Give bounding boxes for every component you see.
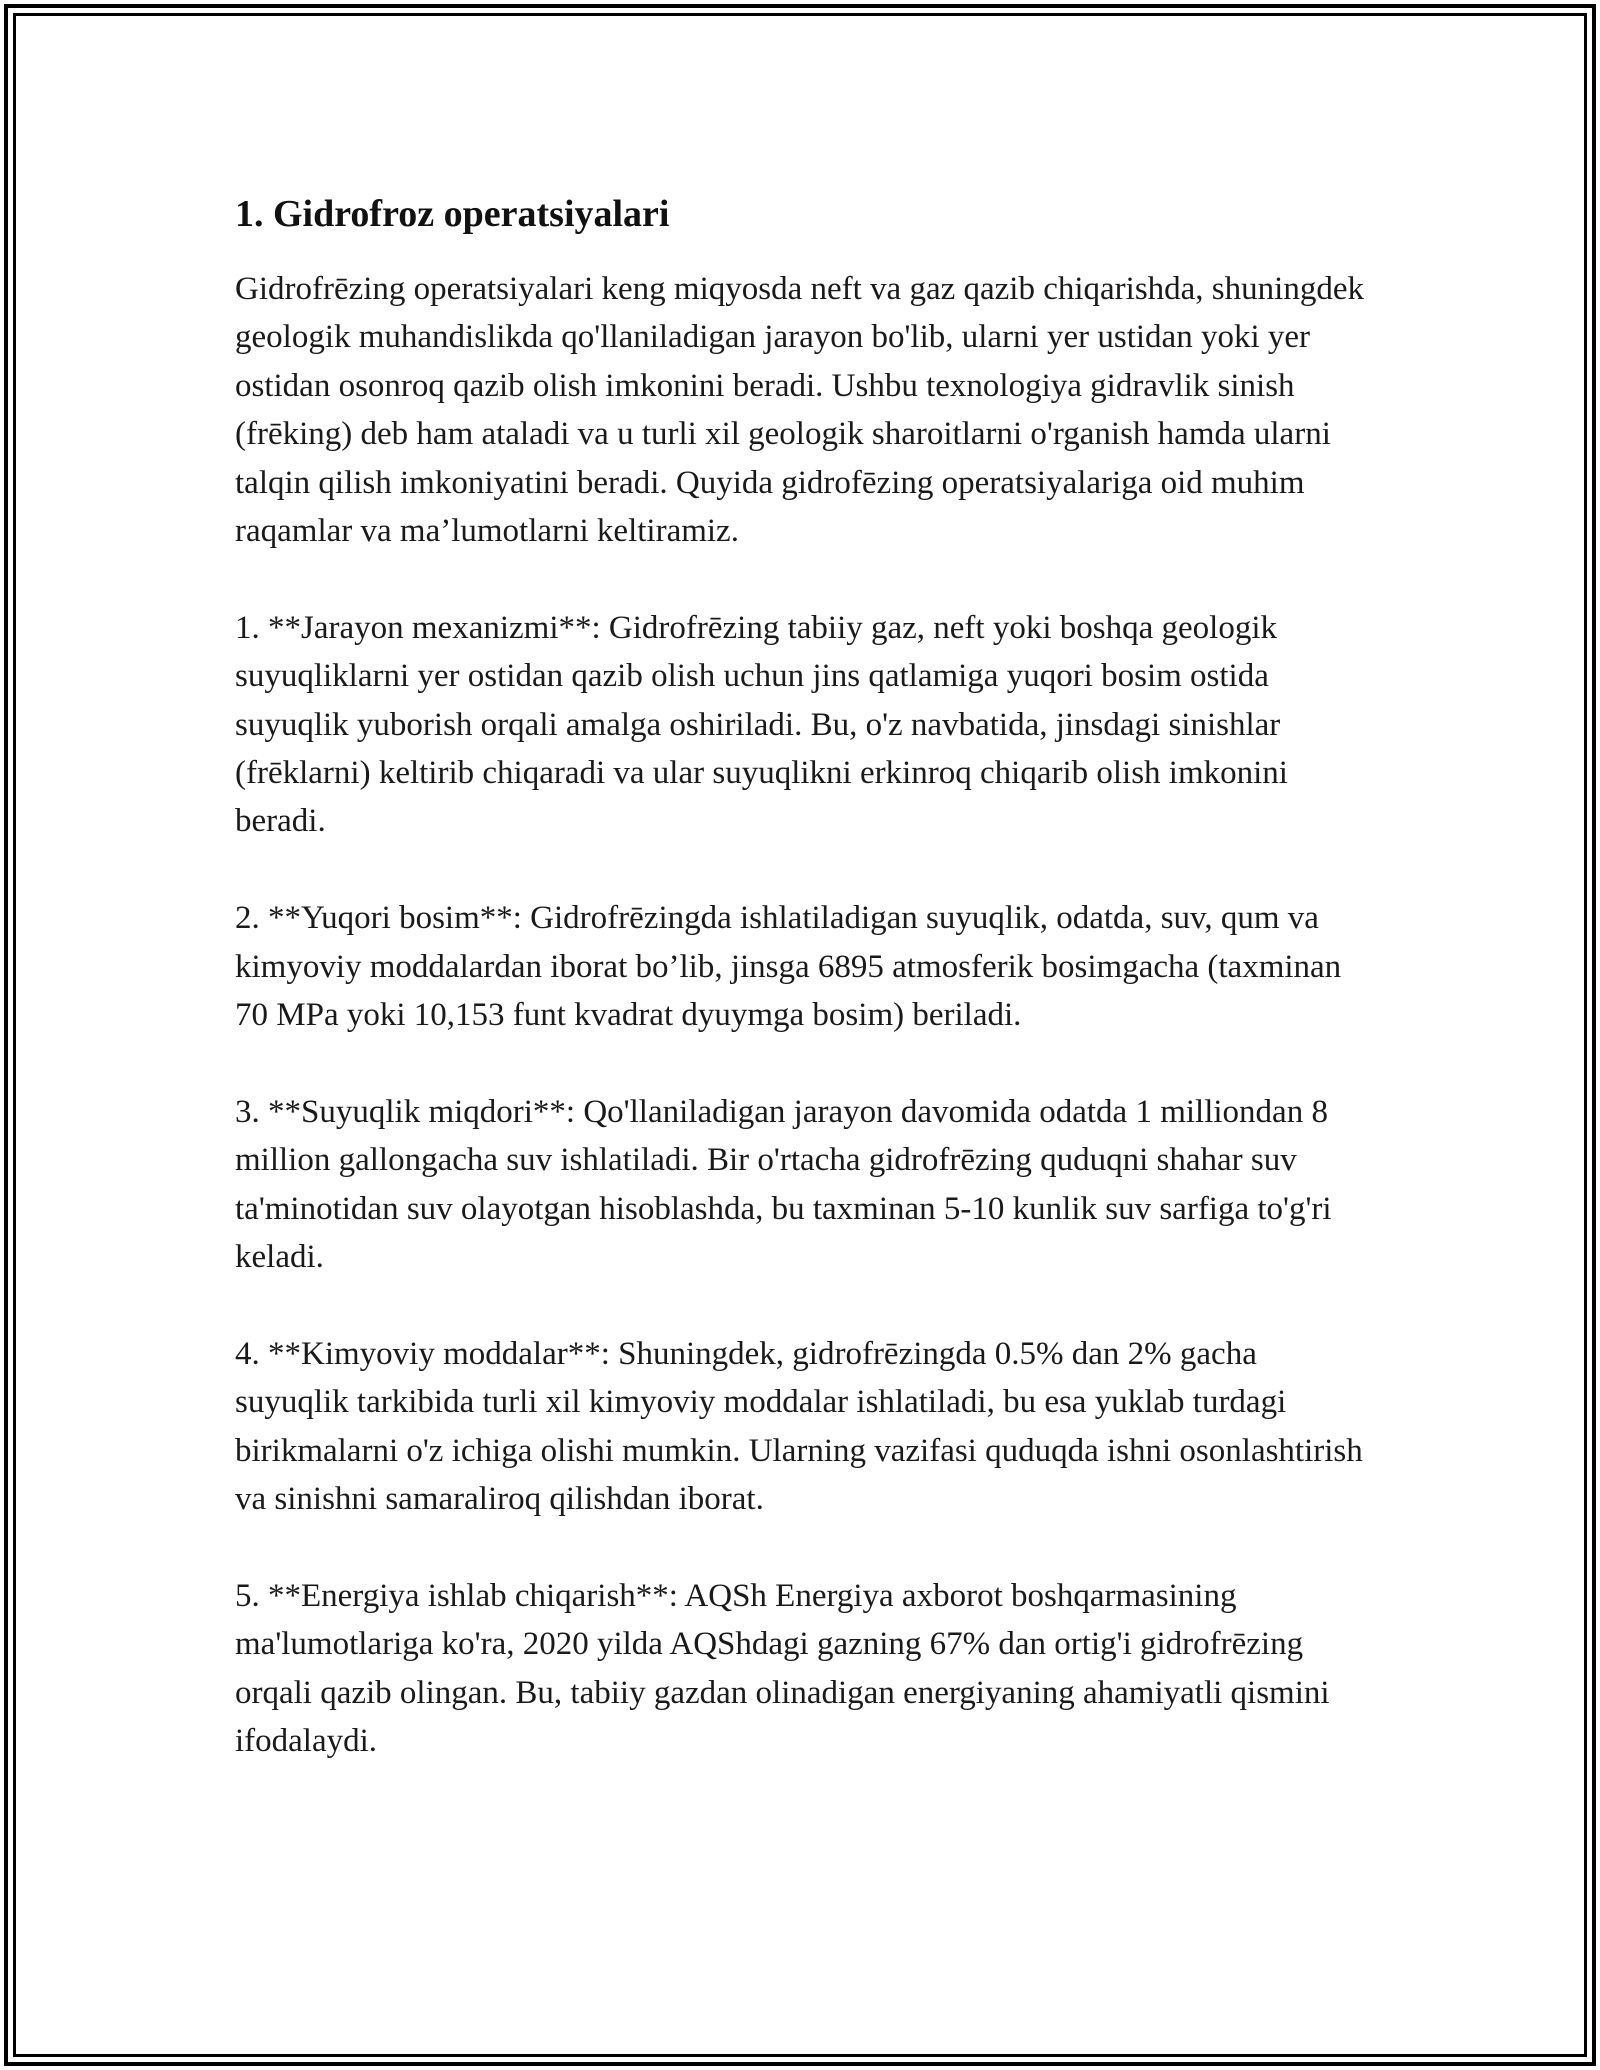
intro-paragraph: Gidrofrēzing operatsiyalari keng miqyosda neft va gaz qazib chiqarishda, shuningdek geologik muhandislikda qo'llaniladigan jarayon bo'lib, ularni yer ustidan yoki yer ostidan osonroq qazib olish imkonini beradi. Ushbu texnologiya gidravlik sinish (frēking) deb ham ataladi va u turli xil geologik sharoitlarni o'rganish hamda ularni talqin qilish imkoniyatini beradi. Quyida gidrofēzing operatsiyalariga oid muhim raqamlar va ma’lumotlarni keltiramiz.	[235, 271, 1364, 550]
document-body	[235, 185, 1370, 1766]
item-process-mechanism: 1. **Jarayon mexanizmi**: Gidrofrēzing tabiiy gaz, neft yoki boshqa geologik suyuqliklarni yer ostidan qazib olish uchun jins qatlamiga yuqori bosim ostida suyuqlik yuborish orqali amalga oshiriladi. Bu, o'z navbatida, jinsdagi sinishlar (frēklarni) keltirib chiqaradi va ular suyuqlikni erkinroq chiqarib olish imkonini beradi.	[235, 609, 1288, 840]
item-energy-production: 5. **Energiya ishlab chiqarish**: AQSh Energiya axborot boshqarmasining ma'lumotlariga ko'ra, 2020 yilda AQShdagi gazning 67% dan ortig'i gidrofrēzing orqali qazib olingan. Bu, tabiiy gazdan olinadigan energiyaning ahamiyatli qismini ifodalaydi.	[235, 1577, 1330, 1760]
document-title: 1. Gidrofroz operatsiyalari	[235, 193, 670, 235]
item-fluid-volume: 3. **Suyuqlik miqdori**: Qo'llaniladigan jarayon davomida odatda 1 milliondan 8 million gallongacha suv ishlatiladi. Bir o'rtacha gidrofrēzing quduqni shahar suv ta'minotidan suv olayotgan hisoblashda, bu taxminan 5-10 kunlik suv sarfiga to'g'ri keladi.	[235, 1093, 1332, 1276]
item-chemicals: 4. **Kimyoviy moddalar**: Shuningdek, gidrofrēzingda 0.5% dan 2% gacha suyuqlik tarkibida turli xil kimyoviy moddalar ishlatiladi, bu esa yuklab turdagi birikmalarni o'z ichiga olishi mumkin. Ularning vazifasi quduqda ishni osonlashtirish va sinishni samaraliroq qilishdan iborat.	[235, 1335, 1363, 1518]
item-high-pressure: 2. **Yuqori bosim**: Gidrofrēzingda ishlatiladigan suyuqlik, odatda, suv, qum va kimyoviy moddalardan iborat bo’lib, jinsga 6895 atmosferik bosimgacha (taxminan 70 MPa yoki 10,153 funt kvadrat dyuymga bosim) beriladi.	[235, 900, 1342, 1034]
